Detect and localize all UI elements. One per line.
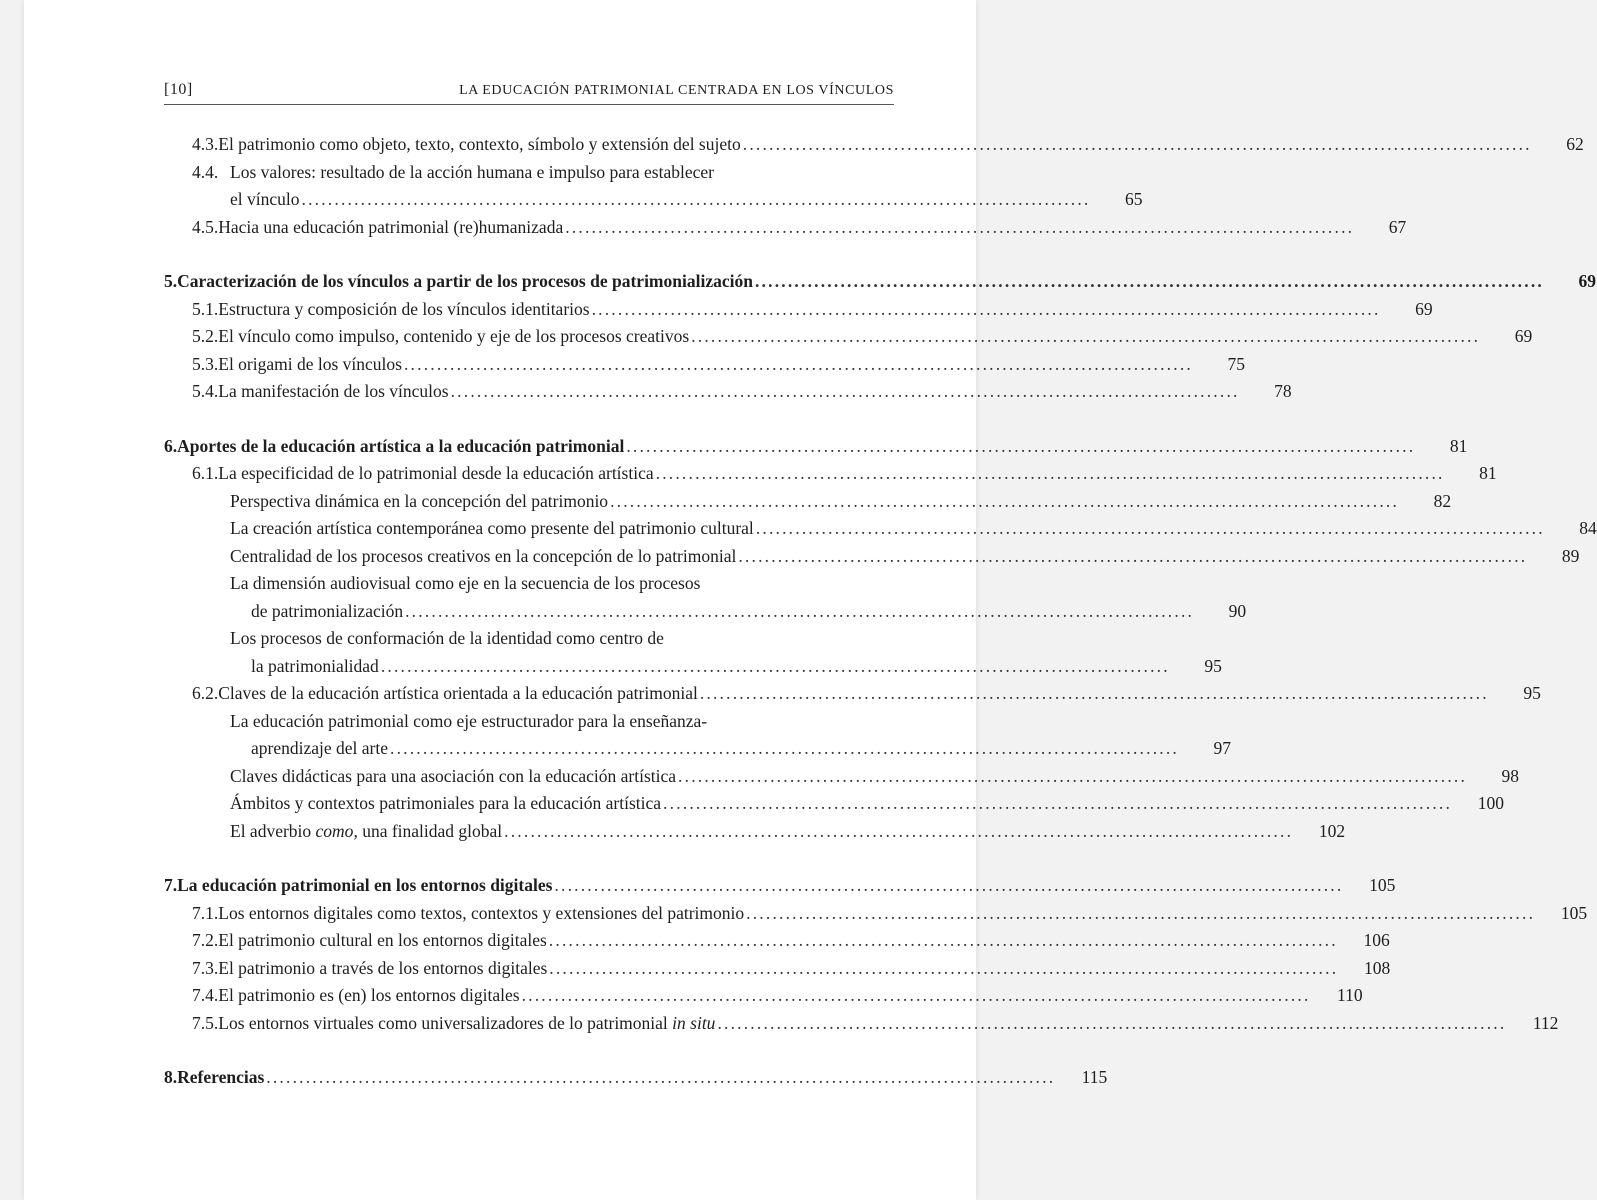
entry-page: 102 — [1318, 820, 1346, 841]
dot-leader: ........................................................................................................................ — [754, 271, 1544, 291]
entry-number: 7.3. — [192, 957, 219, 978]
toc-entry-5[interactable] — [164, 268, 1596, 296]
toc-entry-4-4[interactable] — [164, 159, 1143, 214]
entry-page: 112 — [1532, 1012, 1559, 1033]
page-header — [164, 78, 894, 105]
dot-leader: ........................................................................................................................ — [450, 381, 1240, 401]
entry-title: El origami de los vínculos — [218, 353, 402, 374]
toc-entry-6-2[interactable] — [164, 680, 1541, 708]
entry-page: 97 — [1213, 738, 1231, 758]
toc-entry-5-1[interactable] — [164, 296, 1433, 324]
entry-title: Ámbitos y contextos patrimoniales para la educación artística — [230, 793, 662, 813]
entry-page: 98 — [1501, 765, 1520, 786]
entry-title-line2: el vínculo — [230, 189, 300, 209]
dot-leader: ........................................................................................................................ — [742, 134, 1532, 154]
dot-leader: ........................................................................................................................ — [565, 216, 1355, 237]
toc-entry-6-2-d[interactable] — [164, 818, 1346, 846]
dot-leader: ........................................................................................................................ — [738, 545, 1528, 566]
entry-title: Centralidad de los procesos creativos en la concepción de lo patrimonial — [230, 545, 737, 566]
entry-number: 4.5. — [192, 216, 219, 237]
entry-page: 82 — [1433, 490, 1452, 511]
entry-title-italic: in situ — [672, 1012, 716, 1033]
entry-page: 95 — [1523, 683, 1541, 703]
entry-page: 110 — [1336, 985, 1363, 1005]
entry-title: La especificidad de lo patrimonial desde la educación artística — [218, 463, 654, 483]
dot-leader: ........................................................................................................................ — [548, 930, 1338, 950]
entry-page: 100 — [1477, 793, 1505, 813]
entry-number: 4.4. — [192, 161, 219, 182]
entry-title: Perspectiva dinámica en la concepción del patrimonio — [230, 490, 609, 511]
entry-title: El patrimonio es (en) los entornos digitales — [218, 985, 520, 1005]
entry-title-line1: La educación patrimonial como eje estructurador para la enseñanza- — [230, 710, 708, 731]
toc-entry-6-1-a[interactable] — [164, 488, 1452, 516]
toc-entry-6-2-b[interactable] — [164, 763, 1520, 791]
entry-number: 6.1. — [192, 463, 219, 483]
dot-leader: ........................................................................................................................ — [266, 1067, 1056, 1087]
dot-leader: ........................................................................................................................ — [699, 683, 1489, 703]
entry-number: 5. — [164, 271, 178, 291]
toc-section-7 — [164, 872, 1588, 1037]
entry-title — [218, 1010, 715, 1038]
dot-leader: ........................................................................................................................ — [405, 600, 1195, 621]
entry-page: 105 — [1560, 902, 1588, 923]
toc-entry-5-4[interactable] — [164, 378, 1292, 406]
entry-page: 115 — [1081, 1067, 1108, 1087]
entry-number: 5.1. — [192, 298, 219, 319]
entry-title: El patrimonio a través de los entornos digitales — [218, 957, 548, 978]
dot-leader: ........................................................................................................................ — [554, 875, 1344, 895]
entry-number: 5.2. — [192, 326, 219, 346]
entry-page: 75 — [1227, 353, 1245, 374]
toc-section-8 — [164, 1064, 1108, 1092]
toc-entry-6-2-a[interactable] — [164, 708, 1231, 763]
page-number: [10] — [164, 81, 193, 98]
entry-title: Referencias — [177, 1067, 265, 1087]
toc-section-6 — [164, 433, 1597, 846]
entry-page: 108 — [1364, 957, 1391, 978]
entry-number: 7.4. — [192, 985, 219, 1005]
toc-entry-6[interactable] — [164, 433, 1468, 461]
entry-page: 62 — [1566, 134, 1584, 154]
entry-page: 67 — [1388, 216, 1407, 237]
dot-leader: ........................................................................................................................ — [610, 490, 1400, 511]
entry-page: 65 — [1125, 189, 1143, 209]
toc-entry-7-3[interactable] — [164, 955, 1391, 983]
entry-title-prefix: El adverbio — [230, 820, 316, 841]
entry-page: 95 — [1204, 655, 1222, 676]
entry-title-line1: Los valores: resultado de la acción humana e impulso para establecer — [230, 161, 714, 182]
toc-entry-5-3[interactable] — [164, 351, 1245, 379]
dot-leader: ........................................................................................................................ — [504, 820, 1294, 841]
entry-title-suffix: , una finalidad global — [353, 820, 503, 841]
dot-leader: ........................................................................................................................ — [655, 463, 1445, 483]
entry-title: Caracterización de los vínculos a partir de los procesos de patrimonialización — [177, 271, 753, 291]
dot-leader: ........................................................................................................................ — [591, 298, 1381, 319]
toc-entry-7-1[interactable] — [164, 900, 1588, 928]
book-page — [24, 0, 1597, 1200]
entry-number: 6. — [164, 435, 178, 456]
entry-number: 7.2. — [192, 930, 219, 950]
entry-page: 81 — [1479, 463, 1497, 483]
entry-page: 84 — [1579, 518, 1597, 538]
toc-entry-7-4[interactable] — [164, 982, 1363, 1010]
entry-title-prefix: Los entornos virtuales como universalizadores de lo patrimonial — [218, 1012, 673, 1033]
toc-entry-6-1-d[interactable] — [164, 570, 1247, 625]
entry-title — [230, 818, 502, 846]
toc-entry-7-2[interactable] — [164, 927, 1390, 955]
entry-title-italic: como — [315, 820, 354, 841]
entry-title: La manifestación de los vínculos — [218, 381, 449, 401]
entry-title: Los entornos digitales como textos, contextos y extensiones del patrimonio — [218, 902, 745, 923]
entry-title: Claves didácticas para una asociación con la educación artística — [230, 765, 677, 786]
dot-leader: ........................................................................................................................ — [717, 1012, 1507, 1033]
table-of-contents — [164, 131, 1597, 1119]
toc-section-5 — [164, 268, 1596, 406]
entry-page: 69 — [1514, 326, 1533, 346]
toc-entry-4-3[interactable] — [164, 131, 1584, 159]
entry-title: Estructura y composición de los vínculos identitarios — [218, 298, 590, 319]
entry-title: El patrimonio cultural en los entornos digitales — [218, 930, 547, 950]
dot-leader: ........................................................................................................................ — [663, 793, 1453, 813]
running-title: LA EDUCACIÓN PATRIMONIAL CENTRADA EN LOS VÍNCULOS — [459, 83, 894, 98]
entry-page: 89 — [1561, 545, 1580, 566]
dot-leader: ........................................................................................................................ — [301, 189, 1091, 209]
toc-section-4 — [164, 131, 1584, 241]
entry-number: 7. — [164, 875, 178, 895]
entry-page: 69 — [1415, 298, 1433, 319]
dot-leader: ........................................................................................................................ — [755, 518, 1545, 538]
entry-page: 106 — [1363, 930, 1390, 950]
entry-title: Claves de la educación artística orientada a la educación patrimonial — [218, 683, 698, 703]
entry-title-line2: la patrimonialidad — [251, 655, 379, 676]
entry-title: La educación patrimonial en los entornos digitales — [177, 875, 553, 895]
entry-title: El patrimonio como objeto, texto, contexto, símbolo y extensión del sujeto — [218, 134, 741, 154]
dot-leader: ........................................................................................................................ — [691, 326, 1481, 346]
entry-title-line1: La dimensión audiovisual como eje en la secuencia de los procesos — [230, 573, 701, 593]
dot-leader: ........................................................................................................................ — [380, 655, 1170, 676]
entry-page: 105 — [1369, 875, 1396, 895]
toc-entry-7-5[interactable] — [164, 1010, 1559, 1038]
toc-entry-7[interactable] — [164, 872, 1396, 900]
entry-page: 69 — [1578, 271, 1596, 291]
entry-page: 81 — [1449, 435, 1468, 456]
dot-leader: ........................................................................................................................ — [403, 353, 1193, 374]
entry-title: La creación artística contemporánea como presente del patrimonio cultural — [230, 518, 754, 538]
toc-entry-6-1-b[interactable] — [164, 515, 1597, 543]
entry-page: 90 — [1228, 600, 1247, 621]
dot-leader: ........................................................................................................................ — [626, 435, 1416, 456]
toc-entry-6-1[interactable] — [164, 460, 1497, 488]
entry-title: Aportes de la educación artística a la educación patrimonial — [177, 435, 625, 456]
toc-entry-8[interactable] — [164, 1064, 1108, 1092]
dot-leader: ........................................................................................................................ — [390, 738, 1179, 758]
dot-leader: ........................................................................................................................ — [746, 902, 1536, 923]
toc-entry-6-1-c[interactable] — [164, 543, 1580, 571]
dot-leader: ........................................................................................................................ — [521, 985, 1311, 1005]
entry-number: 7.1. — [192, 902, 219, 923]
dot-leader: ........................................................................................................................ — [549, 957, 1339, 978]
entry-page: 78 — [1274, 381, 1292, 401]
entry-number: 5.3. — [192, 353, 219, 374]
entry-number: 7.5. — [192, 1012, 219, 1033]
dot-leader: ........................................................................................................................ — [678, 765, 1468, 786]
entry-title-line2: de patrimonialización — [251, 600, 404, 621]
entry-number: 6.2. — [192, 683, 219, 703]
toc-entry-4-5[interactable] — [164, 214, 1407, 242]
entry-number: 8. — [164, 1067, 178, 1087]
toc-entry-6-1-e[interactable] — [164, 625, 1222, 680]
entry-title: Hacia una educación patrimonial (re)humanizada — [218, 216, 564, 237]
entry-number: 4.3. — [192, 134, 219, 154]
entry-title-line1: Los procesos de conformación de la identidad como centro de — [230, 628, 664, 648]
toc-entry-5-2[interactable] — [164, 323, 1533, 351]
entry-number: 5.4. — [192, 381, 219, 401]
entry-title-line2: aprendizaje del arte — [251, 738, 388, 758]
entry-title: El vínculo como impulso, contenido y eje de los procesos creativos — [218, 326, 690, 346]
toc-entry-6-2-c[interactable] — [164, 790, 1505, 818]
